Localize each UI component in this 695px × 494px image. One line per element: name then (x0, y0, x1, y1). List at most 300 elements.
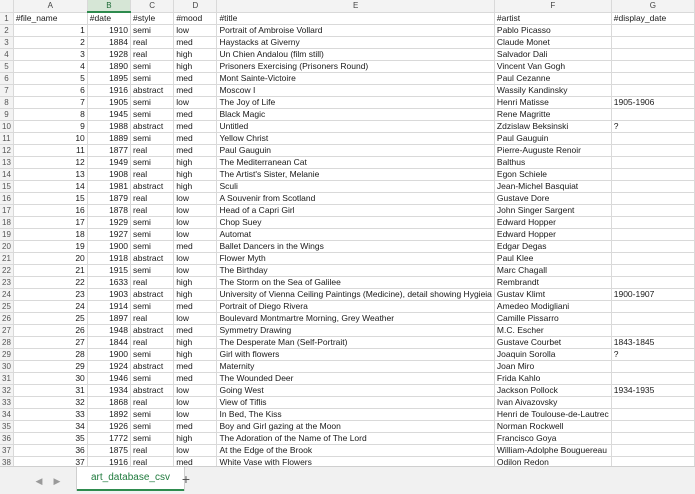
row-number-header[interactable]: 19 (0, 229, 13, 241)
row-number-header[interactable]: 8 (0, 97, 13, 109)
cell-mood[interactable]: med (174, 73, 217, 85)
row-number-header[interactable]: 16 (0, 193, 13, 205)
cell-file-name[interactable]: 18 (13, 229, 87, 241)
cell-title[interactable]: Portrait of Diego Rivera (217, 301, 494, 313)
cell-style[interactable]: semi (131, 373, 174, 385)
cell-display-date[interactable] (611, 409, 694, 421)
row-number-header[interactable]: 20 (0, 241, 13, 253)
row-number-header[interactable]: 31 (0, 373, 13, 385)
cell-date[interactable]: 1928 (87, 49, 130, 61)
cell-style[interactable]: abstract (131, 181, 174, 193)
cell-file-name[interactable]: 6 (13, 85, 87, 97)
cell-file-name[interactable]: 21 (13, 265, 87, 277)
column-header-e[interactable]: E (217, 0, 494, 12)
next-sheet-arrow-icon[interactable]: ▶ (53, 476, 61, 486)
cell-artist[interactable]: Amedeo Modigliani (494, 301, 611, 313)
cell-display-date[interactable] (611, 445, 694, 457)
cell-mood[interactable]: low (174, 265, 217, 277)
cell-mood[interactable]: low (174, 397, 217, 409)
cell-file-name[interactable]: 12 (13, 157, 87, 169)
cell-date[interactable]: #date (87, 12, 130, 25)
cell-display-date[interactable] (611, 145, 694, 157)
cell-style[interactable]: semi (131, 61, 174, 73)
cell-date[interactable]: 1914 (87, 301, 130, 313)
cell-artist[interactable]: #artist (494, 12, 611, 25)
cell-display-date[interactable] (611, 301, 694, 313)
cell-date[interactable]: 1981 (87, 181, 130, 193)
row-number-header[interactable]: 13 (0, 157, 13, 169)
cell-file-name[interactable]: 23 (13, 289, 87, 301)
cell-display-date[interactable] (611, 61, 694, 73)
cell-display-date[interactable] (611, 421, 694, 433)
cell-style[interactable]: abstract (131, 121, 174, 133)
cell-display-date[interactable] (611, 313, 694, 325)
cell-date[interactable]: 1948 (87, 325, 130, 337)
column-header-f[interactable]: F (494, 0, 611, 12)
row-number-header[interactable]: 23 (0, 277, 13, 289)
cell-date[interactable]: 1900 (87, 349, 130, 361)
row-number-header[interactable]: 10 (0, 121, 13, 133)
row-number-header[interactable]: 28 (0, 337, 13, 349)
cell-artist[interactable]: Egon Schiele (494, 169, 611, 181)
cell-style[interactable]: semi (131, 265, 174, 277)
cell-title[interactable]: The Joy of Life (217, 97, 494, 109)
cell-artist[interactable]: Camille Pissarro (494, 313, 611, 325)
cell-display-date[interactable] (611, 433, 694, 445)
cell-style[interactable]: semi (131, 109, 174, 121)
cell-display-date[interactable] (611, 325, 694, 337)
cell-style[interactable]: semi (131, 133, 174, 145)
cell-file-name[interactable]: 16 (13, 205, 87, 217)
cell-mood[interactable]: med (174, 37, 217, 49)
cell-display-date[interactable]: 1934-1935 (611, 385, 694, 397)
cell-style[interactable]: semi (131, 421, 174, 433)
row-number-header[interactable]: 26 (0, 313, 13, 325)
cell-style[interactable]: real (131, 457, 174, 467)
cell-artist[interactable]: Edgar Degas (494, 241, 611, 253)
cell-title[interactable]: White Vase with Flowers (217, 457, 494, 467)
row-number-header[interactable]: 5 (0, 61, 13, 73)
cell-mood[interactable]: med (174, 301, 217, 313)
cell-date[interactable]: 1918 (87, 253, 130, 265)
cell-mood[interactable]: low (174, 385, 217, 397)
cell-file-name[interactable]: 9 (13, 121, 87, 133)
cell-display-date[interactable] (611, 157, 694, 169)
column-header-g[interactable]: G (611, 0, 694, 12)
cell-date[interactable]: 1895 (87, 73, 130, 85)
row-number-header[interactable]: 38 (0, 457, 13, 467)
cell-artist[interactable]: Claude Monet (494, 37, 611, 49)
row-number-header[interactable]: 15 (0, 181, 13, 193)
cell-date[interactable]: 1772 (87, 433, 130, 445)
cell-file-name[interactable]: 20 (13, 253, 87, 265)
cell-date[interactable]: 1877 (87, 145, 130, 157)
cell-title[interactable]: Boy and Girl gazing at the Moon (217, 421, 494, 433)
row-number-header[interactable]: 22 (0, 265, 13, 277)
row-number-header[interactable]: 24 (0, 289, 13, 301)
cell-display-date[interactable] (611, 277, 694, 289)
row-number-header[interactable]: 30 (0, 361, 13, 373)
select-all-corner[interactable] (0, 0, 13, 12)
cell-artist[interactable]: Jackson Pollock (494, 385, 611, 397)
cell-mood[interactable]: low (174, 313, 217, 325)
cell-style[interactable]: abstract (131, 85, 174, 97)
cell-date[interactable]: 1988 (87, 121, 130, 133)
row-number-header[interactable]: 32 (0, 385, 13, 397)
cell-file-name[interactable]: 2 (13, 37, 87, 49)
cell-title[interactable]: Automat (217, 229, 494, 241)
cell-date[interactable]: 1924 (87, 361, 130, 373)
cell-title[interactable]: Flower Myth (217, 253, 494, 265)
cell-display-date[interactable] (611, 85, 694, 97)
cell-style[interactable]: real (131, 145, 174, 157)
cell-file-name[interactable]: 19 (13, 241, 87, 253)
row-number-header[interactable]: 17 (0, 205, 13, 217)
cell-date[interactable]: 1926 (87, 421, 130, 433)
cell-artist[interactable]: Zdzislaw Beksinski (494, 121, 611, 133)
cell-title[interactable]: The Birthday (217, 265, 494, 277)
row-number-header[interactable]: 6 (0, 73, 13, 85)
cell-file-name[interactable]: 26 (13, 325, 87, 337)
cell-file-name[interactable]: 29 (13, 361, 87, 373)
cell-style[interactable]: real (131, 397, 174, 409)
cell-display-date[interactable]: 1843-1845 (611, 337, 694, 349)
cell-file-name[interactable]: 15 (13, 193, 87, 205)
cell-mood[interactable]: med (174, 421, 217, 433)
cell-title[interactable]: University of Vienna Ceiling Paintings (Medicine), detail showing Hygieia (217, 289, 494, 301)
cell-mood[interactable]: high (174, 169, 217, 181)
cell-date[interactable]: 1934 (87, 385, 130, 397)
cell-title[interactable]: Portrait of Ambroise Vollard (217, 25, 494, 37)
cell-display-date[interactable]: 1905-1906 (611, 97, 694, 109)
cell-style[interactable]: real (131, 445, 174, 457)
cell-title[interactable]: Prisoners Exercising (Prisoners Round) (217, 61, 494, 73)
cell-date[interactable]: 1908 (87, 169, 130, 181)
cell-title[interactable]: Black Magic (217, 109, 494, 121)
cell-style[interactable]: semi (131, 409, 174, 421)
cell-style[interactable]: real (131, 277, 174, 289)
cell-style[interactable]: abstract (131, 253, 174, 265)
add-sheet-button[interactable]: + (181, 471, 191, 487)
cell-artist[interactable]: Jean-Michel Basquiat (494, 181, 611, 193)
cell-date[interactable]: 1927 (87, 229, 130, 241)
cell-file-name[interactable]: 34 (13, 421, 87, 433)
cell-mood[interactable]: high (174, 181, 217, 193)
cell-mood[interactable]: med (174, 109, 217, 121)
cell-file-name[interactable]: 36 (13, 445, 87, 457)
cell-style[interactable]: real (131, 193, 174, 205)
cell-title[interactable]: Symmetry Drawing (217, 325, 494, 337)
cell-display-date[interactable] (611, 181, 694, 193)
cell-mood[interactable]: med (174, 145, 217, 157)
cell-artist[interactable]: Rembrandt (494, 277, 611, 289)
sheet-tab-art-database[interactable]: art_database_csv (76, 467, 185, 491)
cell-date[interactable]: 1897 (87, 313, 130, 325)
cell-display-date[interactable] (611, 217, 694, 229)
cell-file-name[interactable]: #file_name (13, 12, 87, 25)
cell-display-date[interactable] (611, 73, 694, 85)
cell-title[interactable]: The Wounded Deer (217, 373, 494, 385)
cell-artist[interactable]: M.C. Escher (494, 325, 611, 337)
cell-style[interactable]: semi (131, 157, 174, 169)
cell-title[interactable]: Ballet Dancers in the Wings (217, 241, 494, 253)
cell-display-date[interactable] (611, 133, 694, 145)
cell-mood[interactable]: low (174, 445, 217, 457)
cell-title[interactable]: Mont Sainte-Victoire (217, 73, 494, 85)
row-number-header[interactable]: 18 (0, 217, 13, 229)
cell-mood[interactable]: med (174, 121, 217, 133)
cell-style[interactable]: semi (131, 241, 174, 253)
cell-mood[interactable]: med (174, 325, 217, 337)
cell-title[interactable]: Yellow Christ (217, 133, 494, 145)
cell-mood[interactable]: med (174, 241, 217, 253)
row-number-header[interactable]: 25 (0, 301, 13, 313)
cell-mood[interactable]: low (174, 205, 217, 217)
cell-date[interactable]: 1916 (87, 457, 130, 467)
cell-mood[interactable]: #mood (174, 12, 217, 25)
cell-mood[interactable]: high (174, 349, 217, 361)
cell-date[interactable]: 1884 (87, 37, 130, 49)
cell-artist[interactable]: Norman Rockwell (494, 421, 611, 433)
cell-title[interactable]: Head of a Capri Girl (217, 205, 494, 217)
cell-file-name[interactable]: 13 (13, 169, 87, 181)
cell-file-name[interactable]: 24 (13, 301, 87, 313)
cell-style[interactable]: abstract (131, 325, 174, 337)
cell-style[interactable]: semi (131, 217, 174, 229)
row-number-header[interactable]: 4 (0, 49, 13, 61)
cell-mood[interactable]: med (174, 457, 217, 467)
cell-style[interactable]: real (131, 313, 174, 325)
cell-artist[interactable]: Pablo Picasso (494, 25, 611, 37)
cell-file-name[interactable]: 31 (13, 385, 87, 397)
cell-display-date[interactable]: ? (611, 349, 694, 361)
cell-date[interactable]: 1868 (87, 397, 130, 409)
cell-display-date[interactable]: #display_date (611, 12, 694, 25)
cell-file-name[interactable]: 30 (13, 373, 87, 385)
cell-artist[interactable]: Henri Matisse (494, 97, 611, 109)
cell-mood[interactable]: high (174, 157, 217, 169)
cell-display-date[interactable] (611, 397, 694, 409)
cell-artist[interactable]: Edward Hopper (494, 217, 611, 229)
cell-mood[interactable]: low (174, 193, 217, 205)
cell-title[interactable]: The Storm on the Sea of Galilee (217, 277, 494, 289)
cell-artist[interactable]: Gustave Courbet (494, 337, 611, 349)
cell-title[interactable]: The Artist's Sister, Melanie (217, 169, 494, 181)
cell-artist[interactable]: Joaquin Sorolla (494, 349, 611, 361)
cell-title[interactable]: The Desperate Man (Self-Portrait) (217, 337, 494, 349)
cell-style[interactable]: abstract (131, 385, 174, 397)
cell-date[interactable]: 1929 (87, 217, 130, 229)
cell-file-name[interactable]: 27 (13, 337, 87, 349)
cell-date[interactable]: 1878 (87, 205, 130, 217)
cell-date[interactable]: 1844 (87, 337, 130, 349)
prev-sheet-arrow-icon[interactable]: ◀ (35, 476, 43, 486)
cell-artist[interactable]: Salvador Dali (494, 49, 611, 61)
cell-date[interactable]: 1889 (87, 133, 130, 145)
cell-mood[interactable]: low (174, 253, 217, 265)
cell-artist[interactable]: Marc Chagall (494, 265, 611, 277)
cell-title[interactable]: The Adoration of the Name of The Lord (217, 433, 494, 445)
cell-display-date[interactable] (611, 37, 694, 49)
cell-file-name[interactable]: 5 (13, 73, 87, 85)
cell-artist[interactable]: Paul Klee (494, 253, 611, 265)
cell-style[interactable]: real (131, 205, 174, 217)
cell-artist[interactable]: Gustav Klimt (494, 289, 611, 301)
cell-file-name[interactable]: 10 (13, 133, 87, 145)
cell-file-name[interactable]: 8 (13, 109, 87, 121)
cell-display-date[interactable] (611, 205, 694, 217)
cell-artist[interactable]: Balthus (494, 157, 611, 169)
cell-title[interactable]: Sculi (217, 181, 494, 193)
cell-artist[interactable]: John Singer Sargent (494, 205, 611, 217)
cell-mood[interactable]: high (174, 289, 217, 301)
cell-date[interactable]: 1945 (87, 109, 130, 121)
column-header-b[interactable]: B (87, 0, 130, 12)
row-number-header[interactable]: 9 (0, 109, 13, 121)
row-number-header[interactable]: 11 (0, 133, 13, 145)
cell-mood[interactable]: low (174, 229, 217, 241)
cell-style[interactable]: real (131, 337, 174, 349)
cell-title[interactable]: #title (217, 12, 494, 25)
cell-mood[interactable]: low (174, 409, 217, 421)
cell-file-name[interactable]: 4 (13, 61, 87, 73)
cell-file-name[interactable]: 3 (13, 49, 87, 61)
cell-style[interactable]: semi (131, 301, 174, 313)
column-header-c[interactable]: C (131, 0, 174, 12)
cell-date[interactable]: 1900 (87, 241, 130, 253)
cell-mood[interactable]: med (174, 85, 217, 97)
cell-artist[interactable]: Joan Miro (494, 361, 611, 373)
cell-display-date[interactable] (611, 109, 694, 121)
cell-display-date[interactable] (611, 229, 694, 241)
cell-style[interactable]: semi (131, 229, 174, 241)
cell-file-name[interactable]: 1 (13, 25, 87, 37)
cell-date[interactable]: 1890 (87, 61, 130, 73)
cell-mood[interactable]: high (174, 433, 217, 445)
cell-artist[interactable]: Edward Hopper (494, 229, 611, 241)
cell-style[interactable]: semi (131, 73, 174, 85)
row-number-header[interactable]: 14 (0, 169, 13, 181)
cell-style[interactable]: semi (131, 25, 174, 37)
cell-file-name[interactable]: 33 (13, 409, 87, 421)
row-number-header[interactable]: 36 (0, 433, 13, 445)
cell-display-date[interactable] (611, 169, 694, 181)
cell-title[interactable]: Girl with flowers (217, 349, 494, 361)
row-number-header[interactable]: 27 (0, 325, 13, 337)
cell-date[interactable]: 1875 (87, 445, 130, 457)
cell-artist[interactable]: William-Adolphe Bouguereau (494, 445, 611, 457)
cell-artist[interactable]: Vincent Van Gogh (494, 61, 611, 73)
cell-date[interactable]: 1915 (87, 265, 130, 277)
row-number-header[interactable]: 29 (0, 349, 13, 361)
cell-style[interactable]: real (131, 49, 174, 61)
cell-style[interactable]: real (131, 37, 174, 49)
cell-date[interactable]: 1910 (87, 25, 130, 37)
cell-title[interactable]: At the Edge of the Brook (217, 445, 494, 457)
cell-mood[interactable]: med (174, 133, 217, 145)
row-number-header[interactable]: 21 (0, 253, 13, 265)
cell-display-date[interactable] (611, 25, 694, 37)
cell-mood[interactable]: med (174, 373, 217, 385)
cell-mood[interactable]: low (174, 97, 217, 109)
cell-file-name[interactable]: 37 (13, 457, 87, 467)
cell-display-date[interactable] (611, 373, 694, 385)
cell-artist[interactable]: Rene Magritte (494, 109, 611, 121)
cell-display-date[interactable]: 1900-1907 (611, 289, 694, 301)
cell-file-name[interactable]: 11 (13, 145, 87, 157)
cell-title[interactable]: In Bed, The Kiss (217, 409, 494, 421)
cell-mood[interactable]: high (174, 277, 217, 289)
cell-style[interactable]: semi (131, 97, 174, 109)
cell-file-name[interactable]: 7 (13, 97, 87, 109)
cell-title[interactable]: Haystacks at Giverny (217, 37, 494, 49)
cell-artist[interactable]: Gustave Dore (494, 193, 611, 205)
cell-artist[interactable]: Henri de Toulouse-de-Lautrec (494, 409, 611, 421)
cell-artist[interactable]: Ivan Aivazovsky (494, 397, 611, 409)
cell-title[interactable]: Chop Suey (217, 217, 494, 229)
cell-style[interactable]: real (131, 169, 174, 181)
row-number-header[interactable]: 3 (0, 37, 13, 49)
cell-date[interactable]: 1903 (87, 289, 130, 301)
cell-date[interactable]: 1946 (87, 373, 130, 385)
cell-mood[interactable]: high (174, 337, 217, 349)
row-number-header[interactable]: 7 (0, 85, 13, 97)
cell-artist[interactable]: Odilon Redon (494, 457, 611, 467)
cell-title[interactable]: Maternity (217, 361, 494, 373)
cell-mood[interactable]: low (174, 25, 217, 37)
cell-file-name[interactable]: 35 (13, 433, 87, 445)
cell-display-date[interactable] (611, 457, 694, 467)
cell-mood[interactable]: high (174, 61, 217, 73)
cell-artist[interactable]: Paul Gauguin (494, 133, 611, 145)
cell-file-name[interactable]: 25 (13, 313, 87, 325)
row-number-header[interactable]: 2 (0, 25, 13, 37)
cell-display-date[interactable] (611, 193, 694, 205)
cell-artist[interactable]: Paul Cezanne (494, 73, 611, 85)
cell-title[interactable]: Un Chien Andalou (film still) (217, 49, 494, 61)
cell-title[interactable]: Going West (217, 385, 494, 397)
cell-display-date[interactable] (611, 241, 694, 253)
cell-style[interactable]: semi (131, 433, 174, 445)
cell-title[interactable]: The Mediterranean Cat (217, 157, 494, 169)
cell-artist[interactable]: Francisco Goya (494, 433, 611, 445)
row-number-header[interactable]: 12 (0, 145, 13, 157)
row-number-header[interactable]: 33 (0, 397, 13, 409)
row-number-header[interactable]: 37 (0, 445, 13, 457)
cell-display-date[interactable] (611, 253, 694, 265)
cell-title[interactable]: Moscow I (217, 85, 494, 97)
cell-style[interactable]: abstract (131, 361, 174, 373)
cell-display-date[interactable] (611, 49, 694, 61)
cell-title[interactable]: View of Tiflis (217, 397, 494, 409)
cell-file-name[interactable]: 17 (13, 217, 87, 229)
cell-style[interactable]: abstract (131, 289, 174, 301)
cell-title[interactable]: A Souvenir from Scotland (217, 193, 494, 205)
row-number-header[interactable]: 35 (0, 421, 13, 433)
cell-artist[interactable]: Frida Kahlo (494, 373, 611, 385)
cell-date[interactable]: 1633 (87, 277, 130, 289)
cell-display-date[interactable] (611, 361, 694, 373)
cell-style[interactable]: #style (131, 12, 174, 25)
column-header-d[interactable]: D (174, 0, 217, 12)
cell-display-date[interactable] (611, 265, 694, 277)
cell-style[interactable]: semi (131, 349, 174, 361)
cell-date[interactable]: 1892 (87, 409, 130, 421)
cell-artist[interactable]: Wassily Kandinsky (494, 85, 611, 97)
cell-artist[interactable]: Pierre-Auguste Renoir (494, 145, 611, 157)
cell-mood[interactable]: med (174, 361, 217, 373)
cell-title[interactable]: Paul Gauguin (217, 145, 494, 157)
